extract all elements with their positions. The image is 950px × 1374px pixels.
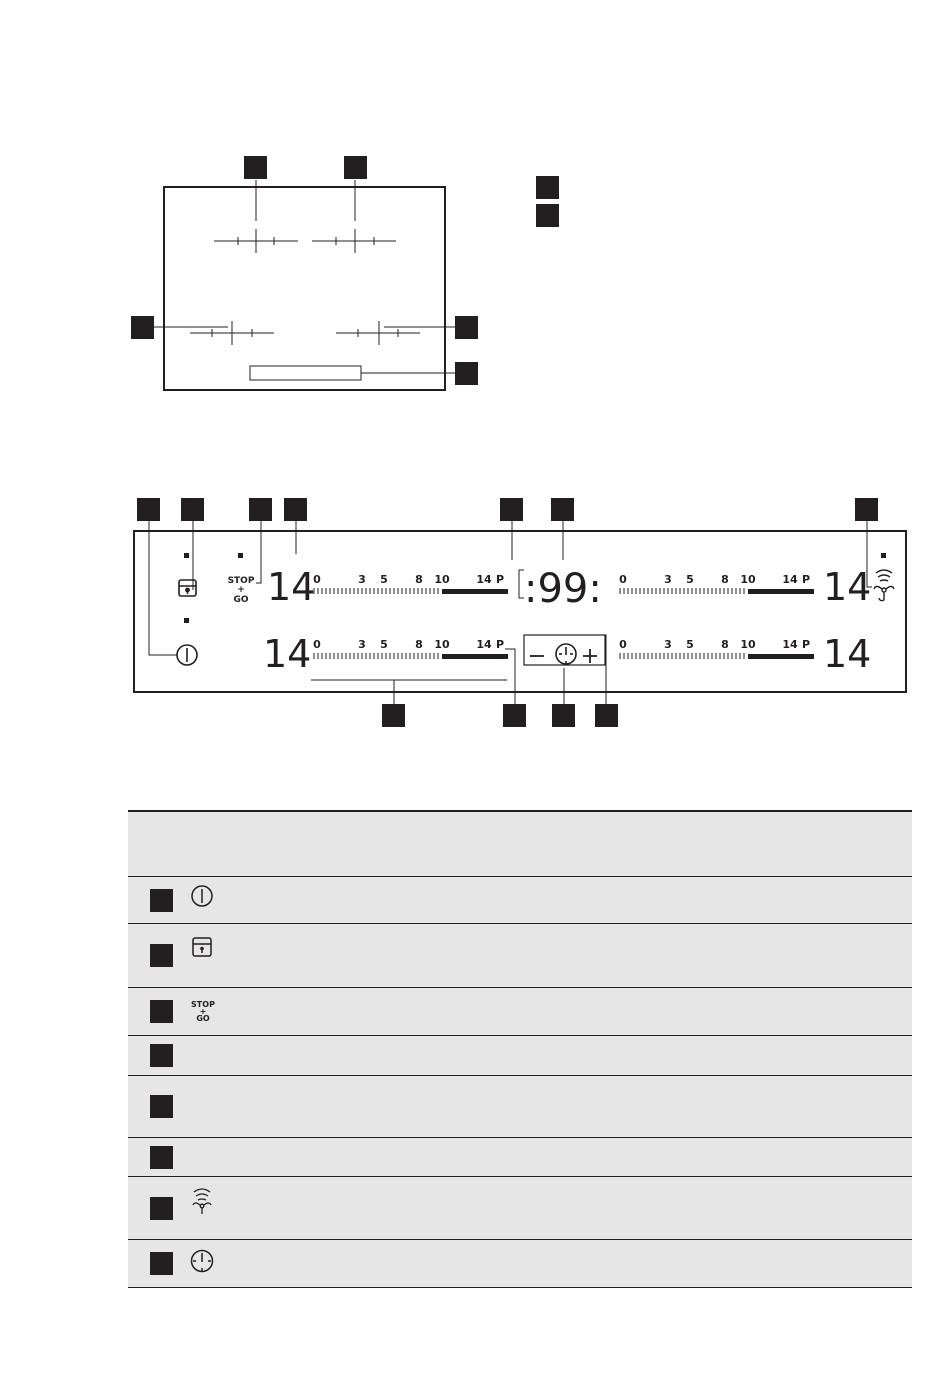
- scale-boost-bar: [748, 589, 814, 594]
- power-icon: [177, 645, 197, 665]
- scale-rear-left: [313, 573, 508, 594]
- stop-go-line2: +: [237, 585, 245, 595]
- marker-rear-left: [244, 156, 267, 179]
- legend-marker: [150, 1095, 173, 1118]
- scale-tick-label: 5: [380, 638, 388, 651]
- scale-boost-bar: [442, 589, 508, 594]
- scale-tick-label: 5: [380, 573, 388, 586]
- hob-to-hood-icon: [188, 1187, 218, 1215]
- control-panel-area: [250, 366, 361, 380]
- leader-lines: [149, 521, 872, 705]
- scale-tick-label: 8: [415, 638, 423, 651]
- scale-tick-label: 10: [740, 638, 756, 651]
- stop-go-line1: STOP: [227, 576, 255, 586]
- hob-to-hood-icon: [874, 570, 894, 601]
- zone-rear-right-marker: [312, 180, 396, 253]
- panel-marker-timer-display: [552, 704, 575, 727]
- legend-row: [128, 1076, 912, 1138]
- scale-tick-label: 3: [664, 573, 672, 586]
- zone-level-rear-right: 14: [823, 565, 872, 609]
- panel-marker-lock: [181, 498, 204, 521]
- scale-tick-label: 10: [434, 638, 450, 651]
- panel-marker-timer-plus: [595, 704, 618, 727]
- cooking-zone-layout-svg: [0, 0, 950, 420]
- scale-tick-label: 10: [740, 573, 756, 586]
- marker-control-panel: [455, 362, 478, 385]
- panel-marker-power: [137, 498, 160, 521]
- legend-row: [128, 1177, 912, 1240]
- zone-front-right-marker: [336, 321, 455, 345]
- scale-front-left: [313, 638, 508, 659]
- panel-marker-hood: [855, 498, 878, 521]
- legend-row: [128, 924, 912, 988]
- panel-marker-boost: [503, 704, 526, 727]
- stop-go-line3: GO: [233, 595, 249, 605]
- legend-header-row: [128, 811, 912, 877]
- panel-marker-display: [284, 498, 307, 521]
- control-panel-diagram: [0, 490, 950, 740]
- indicator-dot: [238, 553, 243, 558]
- marker-front-right: [455, 316, 478, 339]
- scale-tick-label: 14: [476, 638, 492, 651]
- panel-marker-stop-go: [249, 498, 272, 521]
- legend-marker: [150, 1197, 173, 1220]
- hob-outline: [164, 187, 445, 390]
- scale-rear-right: [619, 573, 814, 594]
- scale-tick-label: 14: [782, 573, 798, 586]
- control-panel-svg: [0, 490, 950, 740]
- scale-boost-bar: [442, 654, 508, 659]
- zone-level-front-right: 14: [823, 632, 872, 676]
- stop-go-icon: STOP + GO: [191, 1000, 215, 1023]
- zone-rear-left-marker: [214, 180, 298, 253]
- marker-front-left: [131, 316, 154, 339]
- lock-icon: [188, 936, 218, 962]
- zone-level-rear-left: 14: [267, 565, 316, 609]
- indicator-dot: [881, 553, 886, 558]
- scale-tick-label: 3: [358, 573, 366, 586]
- indicator-dot: [184, 553, 189, 558]
- scale-tick-label: 8: [415, 573, 423, 586]
- scale-tick-label: 5: [686, 638, 694, 651]
- power-icon: [188, 883, 218, 913]
- legend-marker: [150, 1000, 173, 1023]
- timer-icon: [188, 1247, 218, 1277]
- scale-tick-label: 10: [434, 573, 450, 586]
- legend-marker: [150, 1146, 173, 1169]
- legend-table: [128, 810, 912, 1288]
- scale-tick-label: 0: [619, 573, 627, 586]
- scale-tick-label: P: [495, 638, 505, 651]
- scale-boost-bar: [748, 654, 814, 659]
- scale-tick-label: P: [801, 638, 811, 651]
- scale-tick-label: 3: [664, 638, 672, 651]
- marker-rear-right: [344, 156, 367, 179]
- legend-header: [128, 811, 912, 877]
- scale-tick-label: P: [495, 573, 505, 586]
- legend-marker: [150, 944, 173, 967]
- scale-tick-label: 0: [313, 573, 321, 586]
- legend-row: [128, 1036, 912, 1076]
- legend-row: [128, 988, 912, 1036]
- panel-marker-slider: [382, 704, 405, 727]
- scale-front-right: [619, 638, 814, 659]
- zone-front-left-marker: [154, 321, 274, 345]
- scale-tick-label: 0: [619, 638, 627, 651]
- legend-marker-b: [536, 204, 559, 227]
- scale-tick-label: 14: [476, 573, 492, 586]
- legend-marker: [150, 889, 173, 912]
- scale-tick-label: P: [801, 573, 811, 586]
- scale-tick-label: 8: [721, 638, 729, 651]
- legend-row: [128, 1138, 912, 1177]
- timer-display: :99:: [524, 566, 602, 612]
- zone-level-front-left: 14: [263, 632, 312, 676]
- legend-marker: [150, 1044, 173, 1067]
- cooking-zone-layout: [0, 0, 950, 420]
- legend-marker: [150, 1252, 173, 1275]
- indicator-dot: [184, 618, 189, 623]
- timer-controls: [524, 635, 605, 665]
- scale-tick-label: 8: [721, 573, 729, 586]
- legend-row: [128, 877, 912, 924]
- scale-tick-label: 0: [313, 638, 321, 651]
- panel-outline: [134, 531, 906, 692]
- scale-tick-label: 3: [358, 638, 366, 651]
- scale-tick-label: 14: [782, 638, 798, 651]
- scale-tick-label: 5: [686, 573, 694, 586]
- legend-row: [128, 1240, 912, 1288]
- stop-go-icon: [228, 576, 255, 605]
- legend-marker-a: [536, 176, 559, 199]
- panel-marker-timer: [551, 498, 574, 521]
- panel-marker-timer-bracket: [500, 498, 523, 521]
